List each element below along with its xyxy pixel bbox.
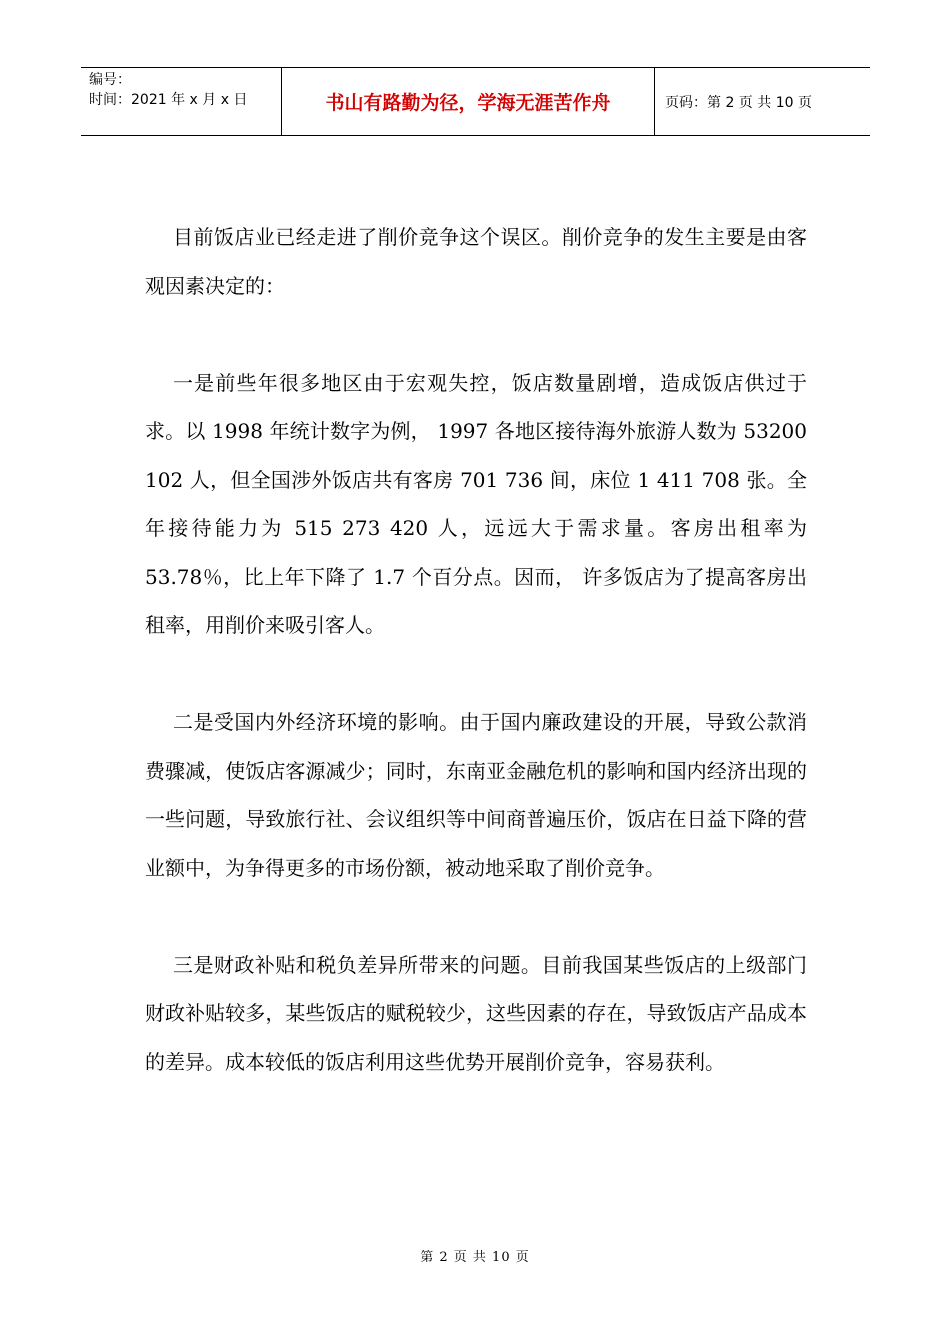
paragraph-reason-two: 二是受国内外经济环境的影响。由于国内廉政建设的开展，导致公款消费骤减，使饭店客源减少；同时，东南亚金融危机的影响和国内经济出现的一些问题，导致旅行社、会议组织等中间商普遍压价，饭店在日益下降的营业额中，为争得更多的市场份额，被动地采取了削价竞争。 <box>145 710 807 880</box>
header-left-cell <box>81 68 281 135</box>
paragraph-reason-one: 一是前些年很多地区由于宏观失控，饭店数量剧增，造成饭店供过于求。以 1998 年统计数字为例， 1997 各地区接待海外旅游人数为 53200 102 人，但全国涉外饭店共有客房 701 736 间，床位 1 411 708 张。全年接待能力为 515 273 420 人，远远大于需求量。客房出租率为 53.78％，比上年下降了 1.7 个百分点。因而， 许多饭店为了提高客房出租率，用削价来吸引客人。 <box>145 370 807 637</box>
number-label: 编号： <box>89 72 131 88</box>
header-motto: 书山有路勤为径，学海无涯苦作舟 <box>281 68 655 135</box>
header-page-label: 页码：第 2 页 共 10 页 <box>665 94 812 111</box>
page-footer: 第 2 页 共 10 页 <box>420 1250 530 1265</box>
header-table <box>81 67 870 136</box>
paragraph-intro: 目前饭店业已经走进了削价竞争这个误区。削价竞争的发生主要是由客观因素决定的： <box>145 225 807 298</box>
document-body <box>145 213 807 1135</box>
time-label: 时间：2021 年 x 月 x 日 <box>89 92 248 108</box>
paragraph-reason-three: 三是财政补贴和税负差异所带来的问题。目前我国某些饭店的上级部门财政补贴较多，某些饭店的赋税较少，这些因素的存在，导致饭店产品成本的差异。成本较低的饭店利用这些优势开展削价竞争，容易获利。 <box>145 952 807 1074</box>
